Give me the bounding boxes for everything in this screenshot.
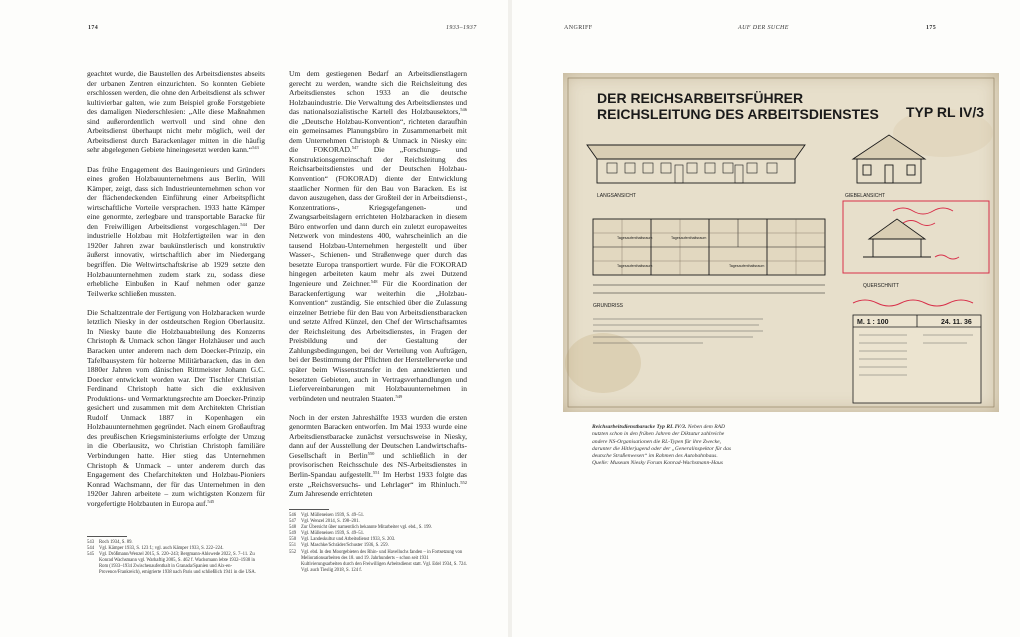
footnote: 546 Vgl. Mülleneisen 1939, S. 49–51. bbox=[289, 513, 365, 518]
footnote-ref: 550 bbox=[367, 450, 375, 456]
paragraph: geachtet wurde, die Baustellen des Arbeitsdienstes abseits der urbanen Zentren einzurichten. So konnten Gebiete erschlossen werden, die ohne den Arbeitsdienst als schwer kultivierbar galten, wie zum Beispiel große Forstgebiete des damaligen Niederschlesien: „Alle diese Maßnahmen sind außerordentlich wertvoll und sind ohne den Arbeitsdienst überhaupt nicht mehr möglich, weil der Arbeitsdienst durch Barackenlager mitten in die häufig sehr abgelegenen Gebiete hineingesetzt werden kann.“$^{543}$ bbox=[87, 69, 265, 155]
footnote-ref: 552 bbox=[460, 479, 467, 485]
cross-section bbox=[863, 219, 931, 257]
paragraph: Das frühe Engagement des Bauingenieurs und Gründers eines großen Holzbauunternehmens aus Berlin, Will Kämper, zeigt, dass sich Industrieunternehmen schon vor der flächendeckenden Einführung einer Arbeitspflicht wirtschaftliche Vorteile versprachen. 1933 hatte Kämper eine genormte, zerlegbare und transportable Baracke für den Freiwilligen Arbeitsdienst vorgeschlagen.$^{544}$ Der industrielle Holzbau mit Holzfertigteilen war in den 1920er Jahren zwar baukünstlerisch und konstruktiv äußerst innovativ, wirtschaftlich aber im Niedergang begriffen. Die Weltwirtschaftskrise ab 1929 setzte den Holzbauunternehmen zudem stark zu, sodass diese erhebliche Einbußen in Kauf nehmen oder ganze Teilwerke schließen mussten. bbox=[87, 164, 265, 298]
footnote-ref: 547 bbox=[351, 145, 359, 151]
label-grundriss: GRUNDRISS bbox=[593, 303, 624, 309]
footnote: 547 Vgl. Wenzel 2014, S. 198–201. bbox=[289, 519, 360, 525]
footnote-ref: 548 bbox=[370, 279, 378, 285]
drawing-scale: M. 1 : 100 bbox=[857, 319, 889, 326]
footnote: 552 Vgl. ebd. In den Moorgebieten des Rhin- und Havelluchs fanden – in Fortsetzung von Meliorationsarbeiten des 18. und 19. Jahrhunderts – schon seit 1931 Kultivierungsarbeiten durch den Freiwilligen Arbeitsdienst statt. Vgl. Edel 1934, S. 724. Vgl. auch Tieslig 2018, S. 124 f. bbox=[289, 549, 467, 573]
drawing-date: 24. 11. 36 bbox=[941, 319, 972, 326]
red-markup bbox=[843, 201, 989, 306]
title-block bbox=[853, 315, 981, 403]
paragraph: Die Schaltzentrale der Fertigung von Holzbaracken wurde letztlich Niesky in der ostdeutschen Region Oberlausitz. In Niesky baute die Holzbauabteilung des Konzerns Christoph & Unmack schon länger Holzhäuser und auch Baracken unter anderem nach dem Doecker-Prinzip, ein Tafelbausystem für holzerne Militärbaracken, das in den 1880er Jahren vom dänischen Rittmeister Johann G.C. Doecker entwickelt worden war. Der Tischler Christian Ferdinand Christoph hatte sich die exklusiven Produktions- und Vermarktungsrechte am Doecker-Prinzip gesichert und zusammen mit dem Architekten Christian Rudolf Unmack 1887 in Kopenhagen ein Holzbauunternehmen gegründet. Nach einem Großauftrag des preußischen Kriegsministeriums erfolgte der Umzug in die Oberlausitz, wo Christian Christoph familiäre Verbindungen hatte. Hier stieg das Unternehmen Christoph & Unmack – unter anderem durch das Engagement des Chefarchitekten und Holzbau-Pioniers Konrad Wachsmann, der für das Unternehmen in den 1920er Jahren arbeitete – zum wichtigsten Konzern für vorgefertigte Holzbauten in Europa auf.$^{545}$ bbox=[87, 307, 265, 508]
figure-caption bbox=[592, 424, 735, 468]
footnote-rule bbox=[87, 536, 127, 537]
drawing-title-line2: REICHSLEITUNG DES ARBEITSDIENSTES bbox=[597, 106, 879, 122]
footnote: 545 Vgl. Drößmann/Wenzel 2015, S. 220–243; Bergmann-Ahlswede 2022, S. 7–11. Zu Konrad Wachsmann vgl. Warhaftig 2005, S. 462 f. Wachsmann lebte 1932–1938 in Rom (1933–1934 Zwischenaufenthalt in Granada/Spanien und Aix-en-Provence/Frankreich), emigrierte 1938 nach Paris und schließlich 1941 in die USA. bbox=[87, 552, 256, 576]
footnote: 551 Vgl. Maschke/Schräder/Schuster 1936, S. 259. bbox=[289, 543, 389, 549]
text-column-2 bbox=[289, 69, 467, 499]
label-querschnitt: QUERSCHNITT bbox=[863, 283, 900, 289]
text-column-1 bbox=[87, 69, 265, 508]
paragraph: Um dem gestiegenen Bedarf an Arbeitsdienstlagern gerecht zu werden, wandte sich die Reichsleitung des Arbeitsdienstes schon 1933 an die deutsche Holzbauindustrie. Die Verwaltung des Arbeitsdienstes und das nationalsozialistische Kartell des Holzbausektors,$^{546}$ die „Deutsche Holzbau-Konvention“, richteten daraufhin ein gemeinsames Planungsbüro in Zusammenarbeit mit dem Unternehmen Christoph & Unmack in Niesky ein: die FOKORAD.$^{547}$ Die „Forschungs- und Konstruktionsgemeinschaft der Reichsleitung des Reichsarbeitsdienstes und der Deutschen Holzbau-Konvention“ (FOKORAD) diente der Entwicklung staatlicher Normen für den Bau von Baracken. Es ist davon auszugehen, dass der Großteil der in Arbeitsdienst-, Konzentrations-, Kriegsgefangenen- und Zwangsarbeitslagern errichteten Holzbaracken in diesem Büro entworfen und dann durch ein zuletzt europaweites Netzwerk von mindestens 400, wahrscheinlich an die tausend Holzbau-Unternehmen hergestellt und über Wasser-, Schienen- und Straßenwege quer durch das besetzte Europa transportiert wurde. Für die FOKORAD hingegen arbeiteten kaum mehr als zwei Dutzend Ingenieure und Zeichner.$^{548}$ Für die Koordination der Barackenfertigung war weiterhin die „Holzbau-Konvention“ zuständig. Sie entschied über die Zulassung einzelner Betriebe für den Bau von Arbeitsdienstbaracken und setzte Alfred Künzel, den Chef der Wirtschaftsamtes der Reichsleitung des Arbeitsdienstes, in Fragen der Preisbildung und der Gestaltung der Zahlungsbedingungen, bei der Verteilung von Aufträgen, bei der Bestimmung der Pflichten der Herstellerwerke und später beim Wissenstransfer in den annektierten und besetzten Gebieten, auch in Vertragsverhandlungen und Liefervereinbarungen mit Holzbauunternehmen in verbündeten und neutralen Staaten.$^{549}$ bbox=[289, 69, 467, 403]
room-label: Tagesaufenthaltsraum bbox=[617, 264, 653, 268]
footnote-ref: 549 bbox=[395, 393, 403, 399]
footnote: 549 Vgl. Mülleneisen 1939, S. 49–51. bbox=[289, 531, 365, 537]
room-label: Tagesaufenthaltsraum bbox=[671, 236, 707, 240]
barrack-plan-drawing bbox=[563, 73, 999, 412]
label-langsansicht: LANGSANSICHT bbox=[597, 193, 636, 199]
footnote-ref: 545 bbox=[207, 498, 215, 504]
drawing-title-line1: DER REICHSARBEITSFÜHRER bbox=[597, 90, 804, 106]
footnote: 544 Vgl. Kämper 1933, S. 123 f.; vgl. auch Kämper 1933, S. 222–224. bbox=[87, 546, 224, 552]
footnote-ref: 546 bbox=[460, 107, 467, 113]
right-running-head-section: ANGRIFF bbox=[564, 25, 593, 31]
footnote-ref: 551 bbox=[372, 470, 380, 476]
paragraph: Noch in der ersten Jahreshälfte 1933 wurden die ersten genormten Baracken entworfen. Im Mai 1933 wurde eine Arbeitsdienstbaracke zunächst versuchsweise in Niesky, dann auf der Ausstellung der Deutschen Landwirtschafts-Gesellschaft in Berlin$^{550}$ und schließlich in der provisorischen Reichsschule des NS-Arbeitsdienstes in Berlin-Spandau aufgestellt.$^{551}$ Im Herbst 1933 folgte das erste „Reichsversuchs- und Lehrlager“ im Rhinluch.$^{552}$ Zum Jahresende errichteten bbox=[289, 412, 467, 499]
footnote: 550 Vgl. Landeskultur und Arbeitsdienst 1933, S. 203. bbox=[289, 537, 396, 543]
long-elevation bbox=[587, 145, 805, 183]
footnotes-left bbox=[87, 540, 265, 577]
left-running-head: 1933–1937 bbox=[446, 25, 477, 31]
label-giebelansicht: GIEBELANSICHT bbox=[845, 193, 886, 199]
right-page-number: 175 bbox=[926, 25, 937, 31]
left-page-number: 174 bbox=[88, 25, 99, 31]
footnotes-right bbox=[289, 513, 467, 574]
drawing-type-label: TYP RL IV/3 bbox=[906, 104, 985, 120]
footnote: 548 Zur Übersicht über namentlich bekannte Mitarbeiter vgl. ebd., S. 199. bbox=[289, 525, 432, 531]
room-label: Tagesaufenthaltsraum bbox=[617, 236, 653, 240]
footnote-rule bbox=[289, 509, 329, 510]
footnote: 543 Roch 1934, S. 89. bbox=[87, 540, 133, 545]
footnote-ref: 544 bbox=[240, 221, 247, 227]
footnote-ref: 543 bbox=[252, 145, 259, 151]
floor-plan bbox=[593, 219, 825, 293]
room-label: Tagesaufenthaltsraum bbox=[729, 264, 765, 268]
caption-title: Reichsarbeitsdienstbaracke Typ RL IV/3. bbox=[592, 424, 687, 430]
caption-text: Neben dem RAD nutzten schon in den frühen Jahren der Diktatur zahlreiche andere NS-Organisationen die RL-Typen für ihre Zwecke, darunter die Hitlerjugend oder der „Generalinspektor für das deutsche Straßenwesen“ im Rahmen des Autobahnbaus. Quelle: Museum Niesky Forum Konrad-Wachsmann-Haus bbox=[592, 424, 732, 467]
right-running-head-chapter: AUF DER SUCHE bbox=[738, 25, 789, 31]
